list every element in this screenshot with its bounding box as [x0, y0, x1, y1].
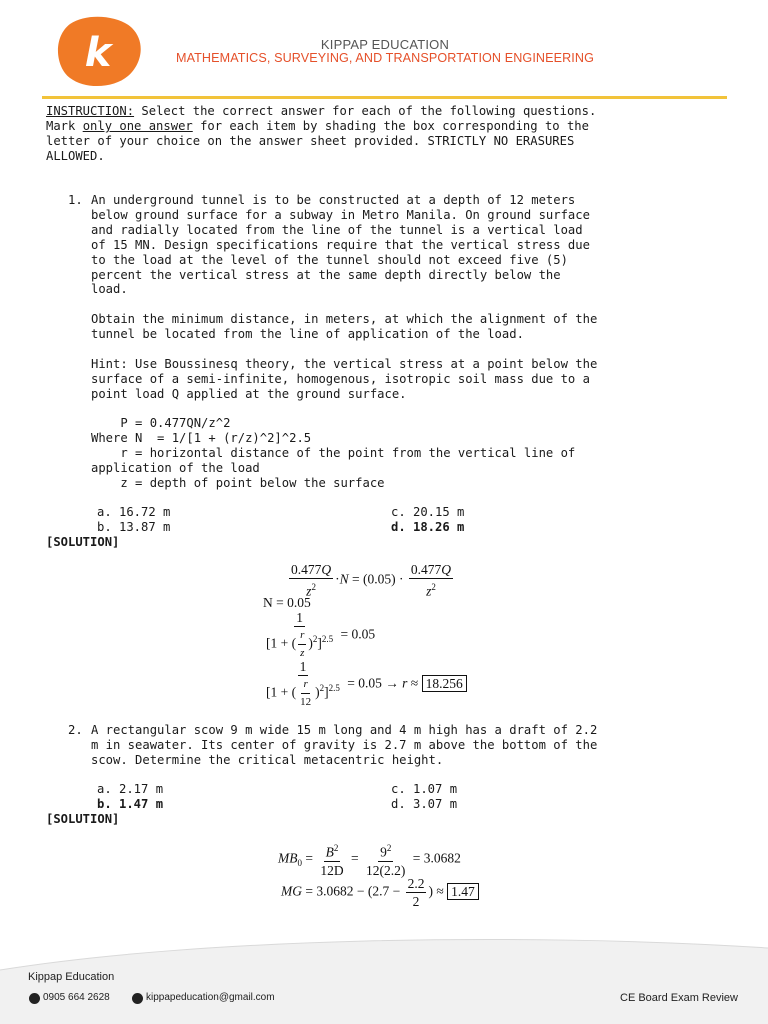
question-1-number: 1. [68, 193, 83, 207]
q2-choice-d: d. 3.07 m [391, 797, 458, 811]
question-2-text: A rectangular scow 9 m wide 15 m long and 4 m high has a draft of 2.2 m in seawater. Its center of gravity is 2.7 m above the bottom of the scow. Determine the critical metacentric height. [91, 723, 598, 767]
question-2-number: 2. [68, 723, 83, 737]
logo-letter: k [84, 30, 112, 76]
q1-choice-a: a. 16.72 m [97, 505, 171, 519]
instruction-block: INSTRUCTION: Select the correct answer for each of the following questions. Mark only one answer for each item by shading the box corresponding to the letter of your choice on the answer sheet provided. STRICTLY NO ERASURES ALLOWED. [46, 104, 597, 163]
q1-equation-4: 1 [1 + ( $\frac{r}{12}$ )$^2$]$^{2.5}$ = 0.05 → r ≈ 18.256 [262, 659, 467, 710]
phone-icon [29, 993, 40, 1004]
question-1-obtain: Obtain the minimum distance, in meters, at which the alignment of the tunnel be located from the line of application of the load. [91, 312, 598, 341]
footer-wave [0, 930, 768, 1024]
footer-email[interactable]: kippapeducation@gmail.com [146, 992, 275, 1003]
q2-choice-a: a. 2.17 m [97, 782, 164, 796]
q2-solution-label: [SOLUTION] [46, 812, 120, 826]
q1-equation-1: $\frac{0.477Q}{z^2}$ ·N = (0.05) · $\frac{0.477Q}{z^2}$ [291, 562, 452, 599]
q1-choice-b: b. 13.87 m [97, 520, 171, 534]
q1-choice-c: c. 20.15 m [391, 505, 465, 519]
instruction-label: INSTRUCTION: [46, 104, 135, 118]
q1-solution-label: [SOLUTION] [46, 535, 120, 549]
instruction-emphasis: only one answer [82, 118, 193, 133]
question-1-hint: Hint: Use Boussinesq theory, the vertical stress at a point below the surface of a semi-infinite, homogenous, isotropic soil mass due to a point load Q applied at the ground surface. [91, 357, 598, 401]
q2-choice-c: c. 1.07 m [391, 782, 458, 796]
q1-equation-2: N = 0.05 [263, 595, 311, 610]
brand-title: KIPPAP EDUCATION [320, 37, 450, 52]
q2-choice-b: b. 1.47 m [97, 797, 164, 811]
q1-equation-3: 1 [1 + ( $\frac{r}{z}$ )$^2$]$^{2.5}$ = 0.05 [266, 610, 376, 659]
kippap-logo [50, 14, 150, 90]
footer-tagline: CE Board Exam Review [620, 992, 738, 1004]
q2-equation-1: $MB_0$ = $\frac{B^2}{12D}$ = $\frac{9^2}{12(2.2)}$ = 3.0682 [278, 843, 461, 878]
question-1-text: An underground tunnel is to be constructed at a depth of 12 meters below ground surface for a subway in Metro Manila. On ground surface and radially located from the line of the tunnel is a vertical load of 15 MN. Design specifications require that the vertical stress due to the load at the level of the tunnel should not exceed five (5) percent the vertical stress at the same depth directly below the load. [91, 193, 590, 297]
q1-answer-box: 18.256 [422, 675, 467, 692]
question-1-formula: P = 0.477QN/z^2 Where N = 1/[1 + (r/z)^2]^2.5 r = horizontal distance of the point from the vertical line of application of the load z = depth of point below the surface [91, 416, 576, 490]
q2-answer-box: 1.47 [447, 883, 479, 900]
footer-organization: Kippap Education [28, 971, 115, 983]
q1-choice-d: d. 18.26 m [391, 520, 465, 534]
email-icon [132, 993, 143, 1004]
header-divider [42, 96, 727, 99]
brand-subtitle: MATHEMATICS, SURVEYING, AND TRANSPORTATION ENGINEERING [175, 51, 594, 65]
q2-equation-2: MG = 3.0682 − (2.7 − $\frac{2.2}{2}$ ) ≈ 1.47 [281, 876, 479, 909]
footer-phone: 0905 664 2628 [43, 992, 110, 1003]
